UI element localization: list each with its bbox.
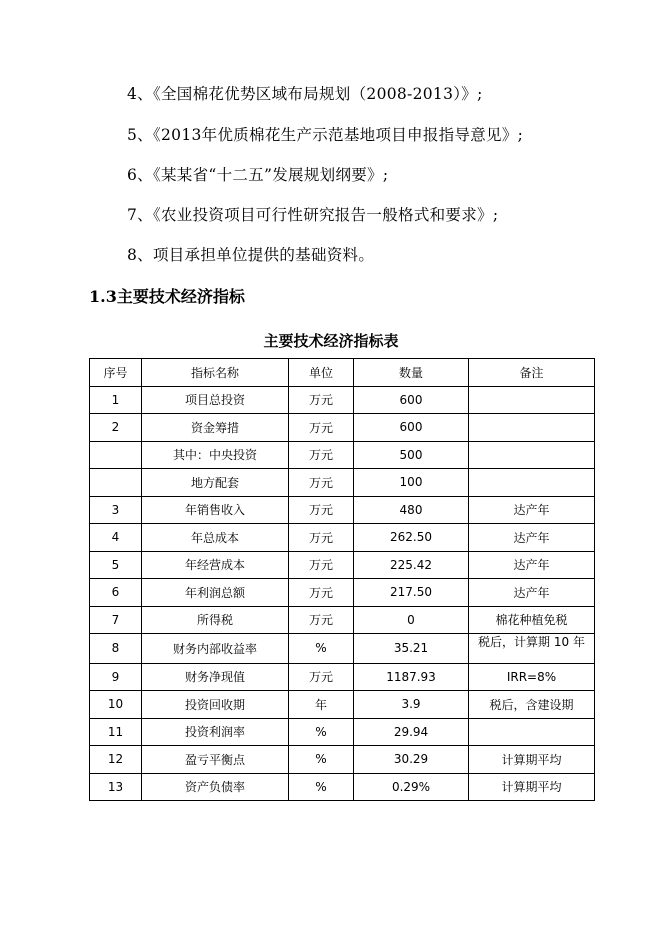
row-quantity: 0.29% — [354, 773, 469, 801]
row-note: 计算期平均 — [469, 746, 595, 774]
row-no: 6 — [90, 579, 142, 607]
row-quantity: 600 — [354, 386, 469, 414]
row-no — [90, 441, 142, 469]
row-no: 4 — [90, 524, 142, 552]
row-name: 年经营成本 — [142, 551, 289, 579]
row-unit: 万元 — [289, 414, 354, 442]
row-unit: 万元 — [289, 524, 354, 552]
row-name: 年销售收入 — [142, 496, 289, 524]
row-no: 8 — [90, 634, 142, 664]
row-name: 投资利润率 — [142, 718, 289, 746]
table-row — [90, 551, 595, 579]
table-row — [90, 469, 595, 497]
row-no: 13 — [90, 773, 142, 801]
row-note — [469, 441, 595, 469]
row-unit: 万元 — [289, 579, 354, 607]
row-quantity: 0 — [354, 606, 469, 634]
reference-item-6: 6、《某某省“十二五”发展规划纲要》; — [127, 166, 389, 184]
table-row — [90, 663, 595, 691]
row-unit: 万元 — [289, 496, 354, 524]
row-unit: 万元 — [289, 469, 354, 497]
row-note — [469, 718, 595, 746]
row-quantity: 217.50 — [354, 579, 469, 607]
row-quantity: 262.50 — [354, 524, 469, 552]
row-name: 资产负债率 — [142, 773, 289, 801]
row-note: 计算期平均 — [469, 773, 595, 801]
reference-item-8: 8、项目承担单位提供的基础资料。 — [127, 246, 375, 264]
row-no — [90, 469, 142, 497]
row-no: 11 — [90, 718, 142, 746]
section-heading: 1.3主要技术经济指标 — [89, 287, 245, 306]
row-unit: 年 — [289, 691, 354, 719]
row-no: 1 — [90, 386, 142, 414]
table-row — [90, 718, 595, 746]
row-name: 财务净现值 — [142, 663, 289, 691]
row-name: 地方配套 — [142, 469, 289, 497]
row-quantity: 30.29 — [354, 746, 469, 774]
row-note: IRR=8% — [469, 663, 595, 691]
row-no: 5 — [90, 551, 142, 579]
row-note — [469, 414, 595, 442]
row-unit: % — [289, 773, 354, 801]
row-no: 3 — [90, 496, 142, 524]
row-note — [469, 469, 595, 497]
row-note: 税后，计算期 10 年 — [469, 634, 595, 664]
row-no: 12 — [90, 746, 142, 774]
table-row — [90, 441, 595, 469]
table-row — [90, 386, 595, 414]
table-row — [90, 579, 595, 607]
row-unit: 万元 — [289, 663, 354, 691]
row-quantity: 29.94 — [354, 718, 469, 746]
row-quantity: 100 — [354, 469, 469, 497]
table-row — [90, 691, 595, 719]
reference-item-4: 4、《全国棉花优势区域布局规划（2008-2013）》; — [127, 85, 483, 103]
table-row — [90, 773, 595, 801]
row-name: 项目总投资 — [142, 386, 289, 414]
row-name: 资金筹措 — [142, 414, 289, 442]
row-unit: 万元 — [289, 606, 354, 634]
row-no: 2 — [90, 414, 142, 442]
indicators-table — [89, 358, 595, 801]
row-name: 其中：中央投资 — [142, 441, 289, 469]
table-title: 主要技术经济指标表 — [263, 332, 399, 350]
table-header-row — [90, 359, 595, 387]
header-note: 备注 — [469, 359, 595, 387]
header-quantity: 数量 — [354, 359, 469, 387]
row-name: 年利润总额 — [142, 579, 289, 607]
header-no: 序号 — [90, 359, 142, 387]
table-row — [90, 414, 595, 442]
row-name: 所得税 — [142, 606, 289, 634]
row-no: 10 — [90, 691, 142, 719]
row-note: 达产年 — [469, 496, 595, 524]
row-quantity: 35.21 — [354, 634, 469, 664]
row-unit: 万元 — [289, 551, 354, 579]
header-unit: 单位 — [289, 359, 354, 387]
row-note: 达产年 — [469, 551, 595, 579]
row-note: 税后，含建设期 — [469, 691, 595, 719]
row-no: 7 — [90, 606, 142, 634]
row-note — [469, 386, 595, 414]
row-quantity: 3.9 — [354, 691, 469, 719]
row-unit: % — [289, 746, 354, 774]
table-row — [90, 524, 595, 552]
row-name: 投资回收期 — [142, 691, 289, 719]
row-quantity: 600 — [354, 414, 469, 442]
row-quantity: 500 — [354, 441, 469, 469]
row-name: 年总成本 — [142, 524, 289, 552]
row-unit: % — [289, 634, 354, 664]
row-note: 达产年 — [469, 579, 595, 607]
row-note: 棉花种植免税 — [469, 606, 595, 634]
row-quantity: 480 — [354, 496, 469, 524]
reference-item-7: 7、《农业投资项目可行性研究报告一般格式和要求》; — [127, 206, 499, 224]
reference-item-5: 5、《2013年优质棉花生产示范基地项目申报指导意见》; — [127, 126, 524, 144]
row-note: 达产年 — [469, 524, 595, 552]
table-row — [90, 746, 595, 774]
header-name: 指标名称 — [142, 359, 289, 387]
row-quantity: 1187.93 — [354, 663, 469, 691]
row-name: 盈亏平衡点 — [142, 746, 289, 774]
row-name: 财务内部收益率 — [142, 634, 289, 664]
table-row — [90, 496, 595, 524]
row-no: 9 — [90, 663, 142, 691]
row-unit: 万元 — [289, 441, 354, 469]
table-row — [90, 634, 595, 664]
row-unit: % — [289, 718, 354, 746]
table-row — [90, 606, 595, 634]
row-unit: 万元 — [289, 386, 354, 414]
row-quantity: 225.42 — [354, 551, 469, 579]
